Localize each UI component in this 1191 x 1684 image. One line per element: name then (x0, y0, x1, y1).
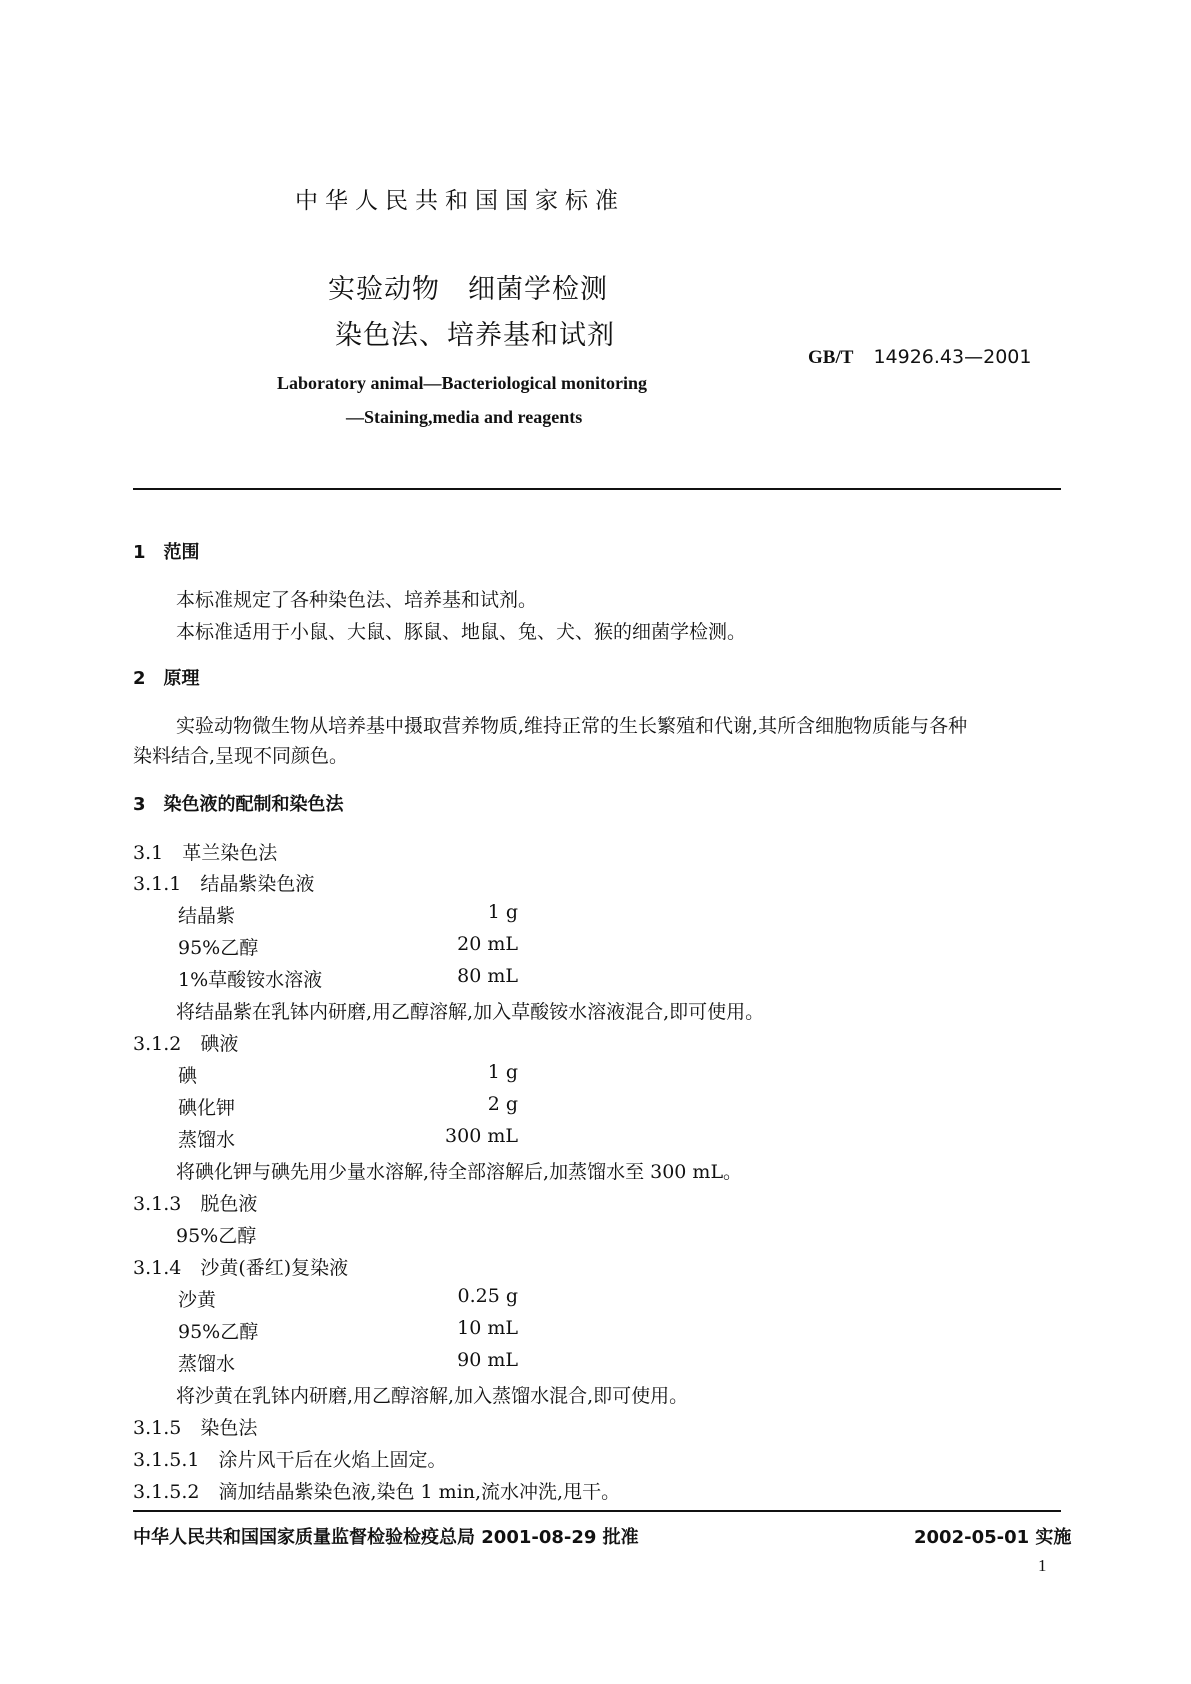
english-title-line2: —Staining,media and reagents (346, 407, 583, 427)
ingredient-row (178, 1125, 518, 1151)
document-title-line2: 染色法、培养基和试剂 (335, 320, 615, 351)
approval-statement: 中华人民共和国国家质量监督检验检疫总局 2001-08-29 批准 (133, 1527, 639, 1548)
ingredient-row (178, 1285, 518, 1311)
standard-code-number: 14926.43—2001 (873, 346, 1032, 368)
standard-code (808, 346, 1031, 369)
section-2-paragraph-line1: 实验动物微生物从培养基中摄取营养物质,维持正常的生长繁殖和代谢,其所含细胞物质能与各种 (176, 715, 968, 737)
subsection-3-1-1-note: 将结晶紫在乳钵内研磨,用乙醇溶解,加入草酸铵水溶液混合,即可使用。 (176, 1001, 765, 1023)
section-3-heading: 3 染色液的配制和染色法 (133, 794, 344, 815)
subsection-3-1-5-heading: 3.1.5 染色法 (133, 1417, 258, 1439)
subsection-3-1-heading: 3.1 革兰染色法 (133, 842, 278, 864)
ingredient-amount: 2 g (487, 1093, 518, 1115)
ingredient-amount: 10 mL (457, 1317, 518, 1339)
subsection-3-1-5-2: 3.1.5.2 滴加结晶紫染色液,染色 1 min,流水冲洗,甩干。 (133, 1481, 621, 1503)
section-1-heading: 1 范围 (133, 542, 200, 563)
ingredient-amount: 20 mL (457, 933, 518, 955)
ingredient-amount: 1 g (487, 901, 518, 923)
ingredient-amount: 300 mL (445, 1125, 518, 1147)
national-standard-label: 中华人民共和国国家标准 (295, 188, 625, 214)
document-title-line1: 实验动物 细菌学检测 (328, 274, 608, 305)
subsection-3-1-4-heading: 3.1.4 沙黄(番红)复染液 (133, 1257, 349, 1279)
implementation-date: 2002-05-01 实施 (914, 1527, 1072, 1548)
ingredient-row (178, 901, 518, 927)
ingredient-amount: 0.25 g (457, 1285, 518, 1307)
ingredient-row (178, 1061, 518, 1087)
section-2-paragraph-line2: 染料结合,呈现不同颜色。 (133, 745, 349, 767)
subsection-3-1-2-heading: 3.1.2 碘液 (133, 1033, 239, 1055)
ingredient-name: 95%乙醇 (178, 1321, 259, 1343)
subsection-3-1-4-note: 将沙黄在乳钵内研磨,用乙醇溶解,加入蒸馏水混合,即可使用。 (176, 1385, 689, 1407)
ingredient-row (178, 933, 518, 959)
ingredient-name: 蒸馏水 (178, 1353, 236, 1375)
ingredient-amount: 80 mL (457, 965, 518, 987)
subsection-3-1-2-note: 将碘化钾与碘先用少量水溶解,待全部溶解后,加蒸馏水至 300 mL。 (176, 1161, 743, 1183)
footer-divider (133, 1510, 1061, 1512)
ingredient-name: 碘化钾 (178, 1097, 236, 1119)
ingredient-name: 结晶紫 (178, 905, 236, 927)
subsection-3-1-1-heading: 3.1.1 结晶紫染色液 (133, 873, 315, 895)
header-divider (133, 488, 1061, 490)
subsection-3-1-3-item: 95%乙醇 (176, 1225, 257, 1247)
ingredient-amount: 90 mL (457, 1349, 518, 1371)
ingredient-row (178, 1349, 518, 1375)
ingredient-row (178, 1093, 518, 1119)
ingredient-name: 1%草酸铵水溶液 (178, 969, 323, 991)
section-1-paragraph-2: 本标准适用于小鼠、大鼠、豚鼠、地鼠、兔、犬、猴的细菌学检测。 (176, 621, 747, 643)
ingredient-row (178, 1317, 518, 1343)
ingredient-amount: 1 g (487, 1061, 518, 1083)
ingredient-row (178, 965, 518, 991)
ingredient-name: 沙黄 (178, 1289, 217, 1311)
ingredient-name: 蒸馏水 (178, 1129, 236, 1151)
ingredient-name: 95%乙醇 (178, 937, 259, 959)
subsection-3-1-3-heading: 3.1.3 脱色液 (133, 1193, 258, 1215)
english-title-line1: Laboratory animal—Bacteriological monitoring (277, 373, 647, 393)
section-1-paragraph-1: 本标准规定了各种染色法、培养基和试剂。 (176, 589, 538, 611)
page-number: 1 (1038, 1556, 1047, 1575)
ingredient-name: 碘 (178, 1065, 198, 1087)
standard-code-prefix: GB/T (808, 347, 854, 368)
section-2-heading: 2 原理 (133, 668, 200, 689)
subsection-3-1-5-1: 3.1.5.1 涂片风干后在火焰上固定。 (133, 1449, 447, 1471)
